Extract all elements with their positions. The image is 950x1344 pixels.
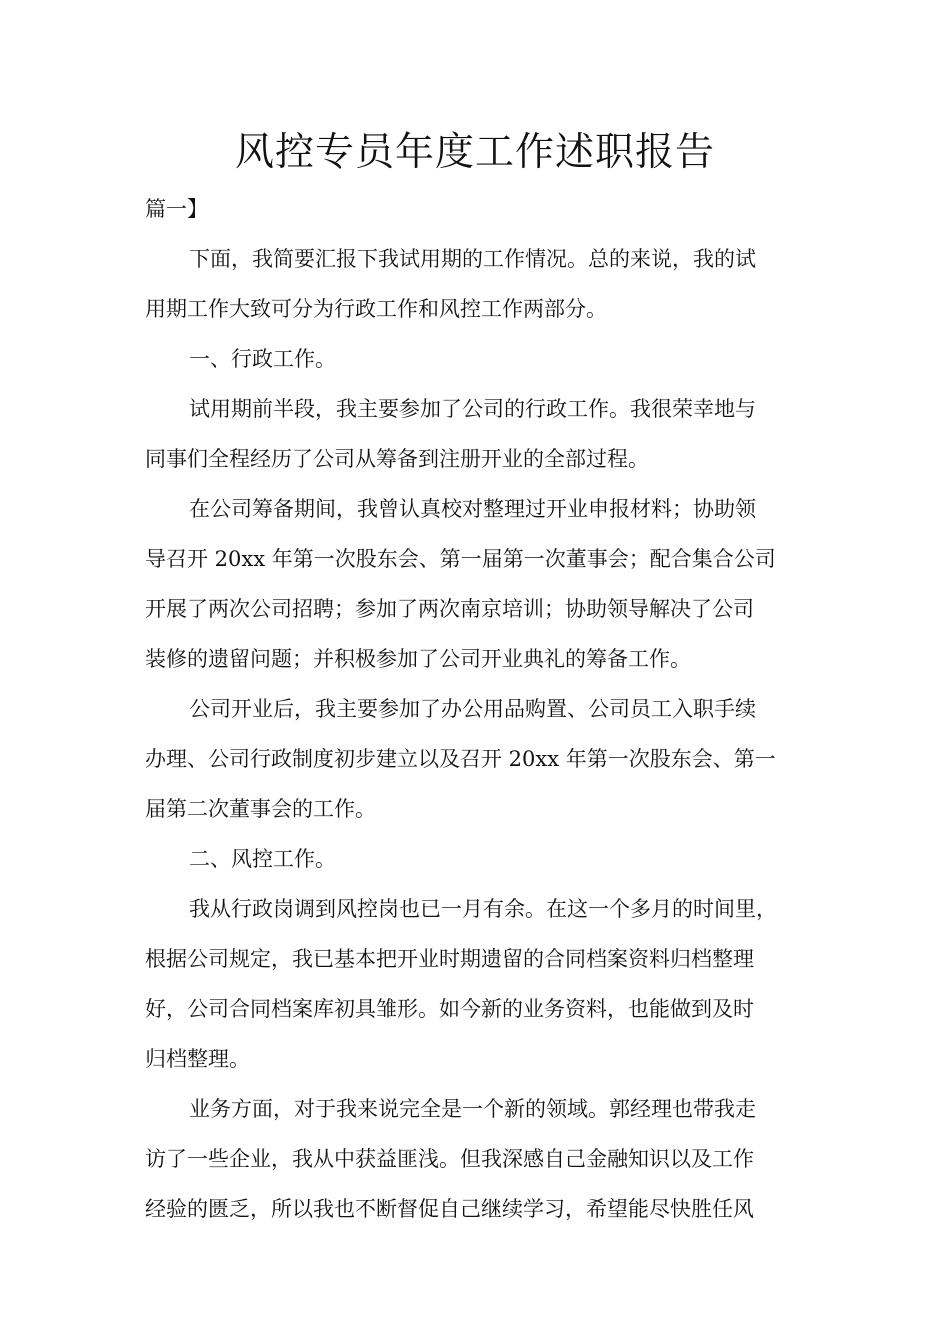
text-line: 访了一些企业，我从中获益匪浅。但我深感自己金融知识以及工作 — [145, 1147, 754, 1171]
text-line: 开展了两次公司招聘；参加了两次南京培训；协助领导解决了公司 — [145, 597, 754, 621]
text-line: 同事们全程经历了公司从筹备到注册开业的全部过程。 — [145, 447, 649, 471]
text-line: 装修的遗留问题；并积极参加了公司开业典礼的筹备工作。 — [145, 647, 691, 671]
text-line: 二、风控工作。 — [189, 847, 336, 871]
text-line: 办理、公司行政制度初步建立以及召开 20xx 年第一次股东会、第一 — [145, 747, 776, 771]
text-line: 好，公司合同档案库初具雏形。如今新的业务资料，也能做到及时 — [145, 997, 754, 1021]
text-line: 用期工作大致可分为行政工作和风控工作两部分。 — [145, 297, 607, 321]
text-line: 导召开 20xx 年第一次股东会、第一届第一次董事会；配合集合公司 — [145, 547, 776, 571]
text-line: 届第二次董事会的工作。 — [145, 797, 376, 821]
text-line: 一、行政工作。 — [189, 347, 336, 371]
text-line: 在公司筹备期间，我曾认真校对整理过开业申报材料；协助领 — [189, 497, 756, 521]
text-line: 根据公司规定，我已基本把开业时期遗留的合同档案资料归档整理 — [145, 947, 754, 971]
text-line: 我从行政岗调到风控岗也已一月有余。在这一个多月的时间里， — [189, 897, 777, 921]
text-line: 业务方面，对于我来说完全是一个新的领域。郭经理也带我走 — [189, 1097, 756, 1121]
document-body — [145, 184, 810, 1234]
text-line: 归档整理。 — [145, 1047, 250, 1071]
document-title: 风控专员年度工作述职报告 — [234, 130, 715, 175]
text-line: 经验的匮乏，所以我也不断督促自己继续学习，希望能尽快胜任风 — [145, 1197, 754, 1221]
text-line: 试用期前半段，我主要参加了公司的行政工作。我很荣幸地与 — [189, 397, 756, 421]
text-line: 篇一】 — [145, 197, 208, 221]
text-line: 公司开业后，我主要参加了办公用品购置、公司员工入职手续 — [189, 697, 756, 721]
text-line: 下面，我简要汇报下我试用期的工作情况。总的来说，我的试 — [189, 247, 756, 271]
